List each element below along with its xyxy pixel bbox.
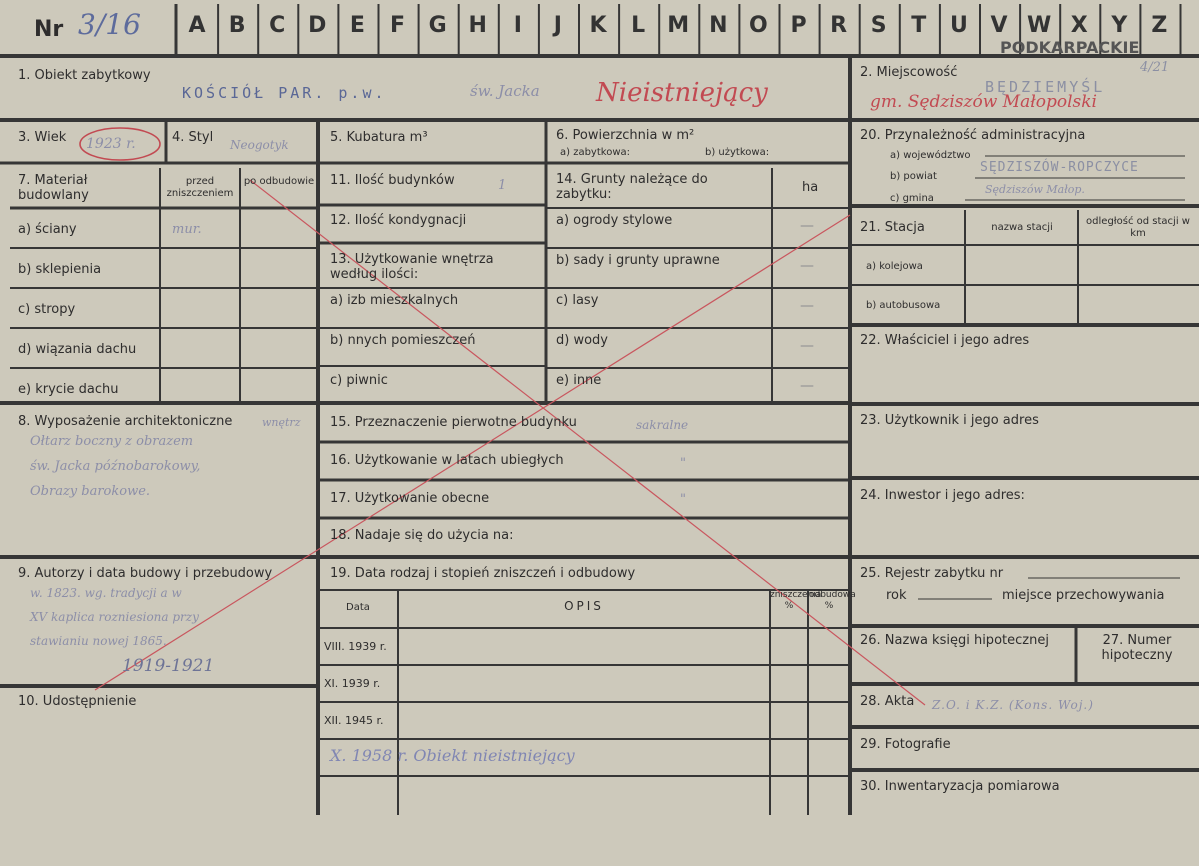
f14-row-3: d) wody [556,333,608,348]
f9-hw-0: w. 1823. wg. tradycji a w [30,586,182,600]
f20-c: c) gmina [890,193,934,204]
f18-label: 18. Nadaje się do użycia na: [330,528,514,543]
letter-k: K [589,13,607,38]
f14-label: 14. Grunty należące do zabytku: [556,172,708,202]
f29-label: 29. Fotografie [860,737,951,752]
f5-label: 5. Kubatura m³ [330,130,428,145]
f14-row-0: a) ogrody stylowe [556,213,673,228]
letter-e: E [349,13,365,38]
f14-dash-3: — [800,338,814,354]
f19-col-date: Data [346,602,370,613]
nr-value: 3/16 [78,8,141,41]
f21-a: a) kolejowa [866,261,923,272]
f6-b: b) użytkowa: [705,147,770,158]
letter-a: A [188,13,206,38]
f1-label: 1. Obiekt zabytkowy [18,68,151,83]
f14-unit: ha [802,180,819,195]
f22-label: 22. Właściciel i jego adres [860,333,1030,348]
f7-walls-value: mur. [172,222,202,237]
letter-w: W [1026,13,1052,38]
f21-col-distance: odległość od stacji w km [1086,216,1190,239]
f28-label: 28. Akta [860,694,915,709]
letter-o: O [749,13,768,38]
f6-label: 6. Powierzchnia w m² [556,128,695,143]
province-stamp: PODKARPACKIE [1000,38,1140,57]
f15-value: sakralne [636,418,689,432]
f8-hw-1: Ołtarz boczny z obrazem [30,434,194,449]
letter-c: C [269,13,286,38]
f25-place: miejsce przechowywania [1002,588,1165,603]
f27-label: 27. Numer hipoteczny [1101,633,1173,663]
f2-corner: 4/21 [1140,60,1170,75]
f7-col-before: przed zniszczeniem [166,176,234,199]
f14-dash-0: — [800,218,814,234]
f9-hw-1: XV kaplica rozniesiona przy [30,610,199,624]
f17-label: 17. Użytkowanie obecne [330,491,490,506]
f14-dash-1: — [800,258,814,274]
letter-d: D [308,13,327,38]
f14-row-2: c) lasy [556,293,599,308]
f4-value: Neogotyk [230,138,289,152]
f12-label: 12. Ilość kondygnacji [330,213,467,228]
f4-label: 4. Styl [172,130,214,145]
f13-label: 13. Użytkowanie wnętrza według ilości: [330,252,494,282]
f20-label: 20. Przynależność administracyjna [860,128,1086,143]
letter-u: U [949,13,968,38]
letter-m: M [667,13,690,38]
f14-dash-2: — [800,298,814,314]
f20-b: b) powiat [890,171,937,182]
f19-col-desc: OPIS [564,599,604,613]
f19-date-0: VIII. 1939 r. [324,640,387,653]
f19-date-1: XI. 1939 r. [324,677,381,690]
letter-i: I [513,13,522,38]
f19-date-2: XII. 1945 r. [324,714,384,727]
f9-hw-3: 1919-1921 [122,656,215,676]
f2-typed: BĘDZIEMYŚL [985,78,1106,96]
f21-col-name: nazwa stacji [991,222,1053,233]
f3-label: 3. Wiek [18,130,67,145]
letter-n: N [709,13,728,38]
letter-l: L [631,13,646,38]
f13-row-0: a) izb mieszkalnych [330,293,459,308]
f20-powiat-value: SĘDZISZÓW-ROPCZYCE [980,160,1139,175]
f8-label: 8. Wyposażenie architektoniczne [18,414,233,429]
letter-j: J [553,13,562,38]
f7-row-2: c) stropy [18,302,76,317]
f7-row-4: e) krycie dachu [18,382,119,397]
f15-label: 15. Przeznaczenie pierwotne budynku [330,415,577,430]
letter-s: S [870,13,887,38]
f1-typed: KOŚCIÓŁ PAR. p.w. [182,84,387,102]
f8-hw-0: wnętrz [262,416,301,429]
f13-row-1: b) nnych pomieszczeń [330,333,476,348]
f23-label: 23. Użytkownik i jego adres [860,413,1039,428]
f14-dash-4: — [800,378,814,394]
f7-row-1: b) sklepienia [18,262,102,277]
f13-row-2: c) piwnic [330,373,388,388]
f21-label: 21. Stacja [860,220,925,235]
f16-ditto: " [680,456,686,471]
f26-label: 26. Nazwa księgi hipotecznej [860,633,1049,648]
letter-v: V [990,13,1008,38]
f9-label: 9. Autorzy i data budowy i przebudowy [18,566,273,581]
f1-hw: św. Jacka [470,82,540,100]
f25-rok: rok [886,588,907,603]
f8-hw-3: Obrazy barokowe. [30,484,151,499]
f19-col-rebuild: odbudowa % [809,590,856,611]
f6-a: a) zabytkowa: [560,147,630,158]
f17-ditto: " [680,492,686,507]
f19-label: 19. Data rodzaj i stopień zniszczeń i odbudowy [330,566,636,581]
letter-r: R [830,13,848,38]
f7-row-3: d) wiązania dachu [18,342,137,357]
f11-label: 11. Ilość budynków [330,173,455,188]
f9-hw-2: stawianiu nowej 1865. [30,634,167,648]
nr-label: Nr [34,17,64,42]
f2-hw: gm. Sędziszów Małopolski [870,92,1097,112]
f16-label: 16. Użytkowanie w latach ubiegłych [330,453,564,468]
f14-row-4: e) inne [556,373,602,388]
f19-col-destr: zniszczenia % [770,590,822,611]
f8-hw-2: św. Jacka późnobarokowy, [30,459,201,474]
f14-row-1: b) sady i grunty uprawne [556,253,720,268]
f7-col-after: po odbudowie [243,176,315,187]
f1-red-note: Nieistniejący [596,78,768,108]
f2-label: 2. Miejscowość [860,65,958,80]
f25-label: 25. Rejestr zabytku nr [860,566,1004,581]
f7-label: 7. Materiał budowlany [18,173,89,203]
letter-f: F [389,13,406,38]
f20-a: a) województwo [890,150,971,161]
letter-p: P [790,13,807,38]
f24-label: 24. Inwestor i jego adres: [860,488,1025,503]
letter-h: H [468,13,487,38]
f10-label: 10. Udostępnienie [18,694,137,709]
f11-value: 1 [498,178,507,193]
f30-label: 30. Inwentaryzacja pomiarowa [860,779,1060,794]
f20-gmina-value: Sędziszów Małop. [985,183,1085,196]
letter-t: T [911,13,927,38]
letter-x: X [1070,13,1088,38]
letter-z: Z [1151,13,1168,38]
letter-y: Y [1111,13,1128,38]
f21-b: b) autobusowa [866,300,941,311]
f28-value: Z.O. i K.Z. (Kons. Woj.) [932,698,1094,712]
f3-value: 1923 r. [86,136,136,152]
letter-b: B [228,13,246,38]
f19-hw-entry: X. 1958 r. Obiekt nieistniejący [330,746,575,765]
f7-row-0: a) ściany [18,222,77,237]
letter-g: G [428,13,447,38]
